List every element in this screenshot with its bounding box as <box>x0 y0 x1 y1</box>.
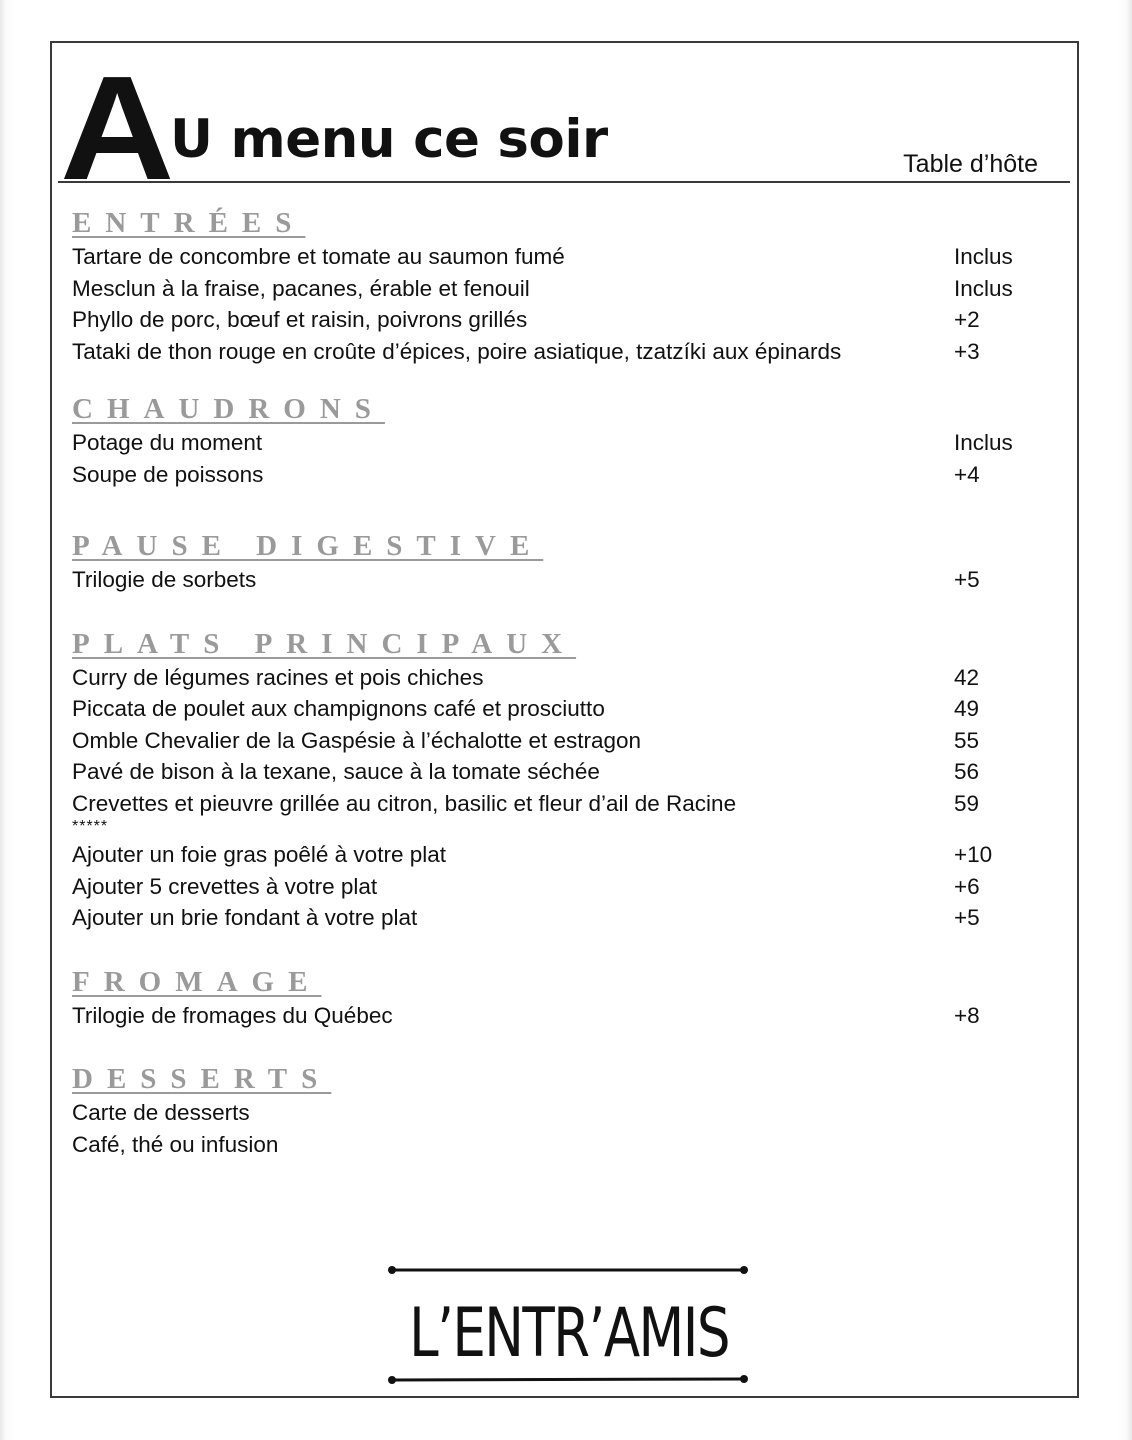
menu-item <box>72 756 1022 788</box>
menu-item <box>72 1000 1022 1032</box>
menu-item <box>72 1097 1022 1129</box>
item-name: Mesclun à la fraise, pacanes, érable et fenouil <box>72 275 530 301</box>
separator-stars: ***** <box>72 818 109 835</box>
title-drop-cap: A <box>60 46 171 211</box>
menu-extra <box>72 902 1022 934</box>
item-price: 42 <box>954 664 980 690</box>
logo-rule-dot <box>388 1376 396 1384</box>
menu-item <box>72 788 1022 820</box>
item-name: Trilogie de fromages du Québec <box>72 1002 393 1028</box>
menu-item <box>72 1129 1022 1161</box>
item-name: Ajouter 5 crevettes à votre plat <box>72 873 378 899</box>
item-name: Phyllo de porc, bœuf et raisin, poivrons grillés <box>72 307 528 332</box>
section-desserts <box>72 1061 1022 1160</box>
menu-extra <box>72 871 1022 903</box>
menu-item <box>72 459 1022 491</box>
logo-rule-dot <box>740 1266 748 1274</box>
item-name: Ajouter un brie fondant à votre plat <box>72 905 418 930</box>
item-name: Pavé de bison à la texane, sauce à la tomate séchée <box>72 759 600 784</box>
item-name: Omble Chevalier de la Gaspésie à l’échalotte et estragon <box>72 727 642 753</box>
item-name: Curry de légumes racines et pois chiches <box>72 664 484 690</box>
item-price: +5 <box>954 905 980 930</box>
section-title: PAUSE DIGESTIVE <box>72 530 544 562</box>
section-pause-digestive <box>72 528 1022 596</box>
item-price: +8 <box>954 1002 980 1028</box>
item-price: +5 <box>954 567 980 592</box>
menu-content <box>72 203 1022 1160</box>
logo-bottom-rule <box>392 1379 744 1380</box>
item-price: +3 <box>954 338 980 364</box>
item-name: Piccata de poulet aux champignons café et prosciutto <box>72 696 605 721</box>
section-title: FROMAGE <box>72 965 322 998</box>
section-fromage <box>72 964 1022 1032</box>
menu-header <box>58 46 1070 211</box>
menu-item <box>72 725 1022 757</box>
table-d-hote-label: Table d’hôte <box>903 150 1038 178</box>
menu-item <box>72 662 1022 694</box>
item-name: Tataki de thon rouge en croûte d’épices, poire asiatique, tzatzíki aux épinards <box>72 338 842 364</box>
item-name: Tartare de concombre et tomate au saumon fumé <box>72 244 565 269</box>
item-name: Potage du moment <box>72 430 263 455</box>
item-name: Trilogie de sorbets <box>72 567 257 592</box>
item-price: 56 <box>954 759 980 784</box>
item-price: +6 <box>954 873 980 899</box>
item-price: 49 <box>954 696 980 721</box>
section-title: ENTRÉES <box>72 207 306 239</box>
logo-rule-dot <box>740 1375 748 1383</box>
logo-wordmark: L’ENTR’AMIS <box>409 1293 729 1373</box>
section-chaudrons <box>72 391 1022 490</box>
logo-rule-dot <box>388 1266 396 1274</box>
menu-item <box>72 564 1022 596</box>
item-price: Inclus <box>954 275 1013 301</box>
menu-item <box>72 273 1022 305</box>
item-price: +2 <box>954 307 980 332</box>
menu-item <box>72 336 1022 368</box>
item-name: Ajouter un foie gras poêlé à votre plat <box>72 842 446 867</box>
item-name: Carte de desserts <box>72 1100 250 1125</box>
restaurant-logo <box>386 1258 752 1388</box>
item-name: Crevettes et pieuvre grillée au citron, basilic et fleur d’ail de Racine <box>72 790 737 816</box>
item-price: 55 <box>954 727 980 753</box>
item-price: 59 <box>954 790 980 816</box>
menu-item <box>72 241 1022 273</box>
item-name: Soupe de poissons <box>72 461 264 487</box>
menu-item <box>72 304 1022 336</box>
item-price: +10 <box>954 842 993 867</box>
page-title: U menu ce soir <box>170 109 608 170</box>
section-entrees <box>72 205 1022 367</box>
section-title: CHAUDRONS <box>72 393 385 425</box>
section-title: DESSERTS <box>72 1063 332 1095</box>
item-price: +4 <box>954 461 980 487</box>
item-price: Inclus <box>954 430 1013 455</box>
section-title: PLATS PRINCIPAUX <box>72 627 577 660</box>
menu-item <box>72 693 1022 725</box>
menu-item <box>72 427 1022 459</box>
section-plats-principaux <box>72 626 1022 934</box>
menu-extra <box>72 839 1022 871</box>
menu-card <box>50 41 1079 1398</box>
item-name: Café, thé ou infusion <box>72 1131 279 1157</box>
item-price: Inclus <box>954 244 1013 269</box>
